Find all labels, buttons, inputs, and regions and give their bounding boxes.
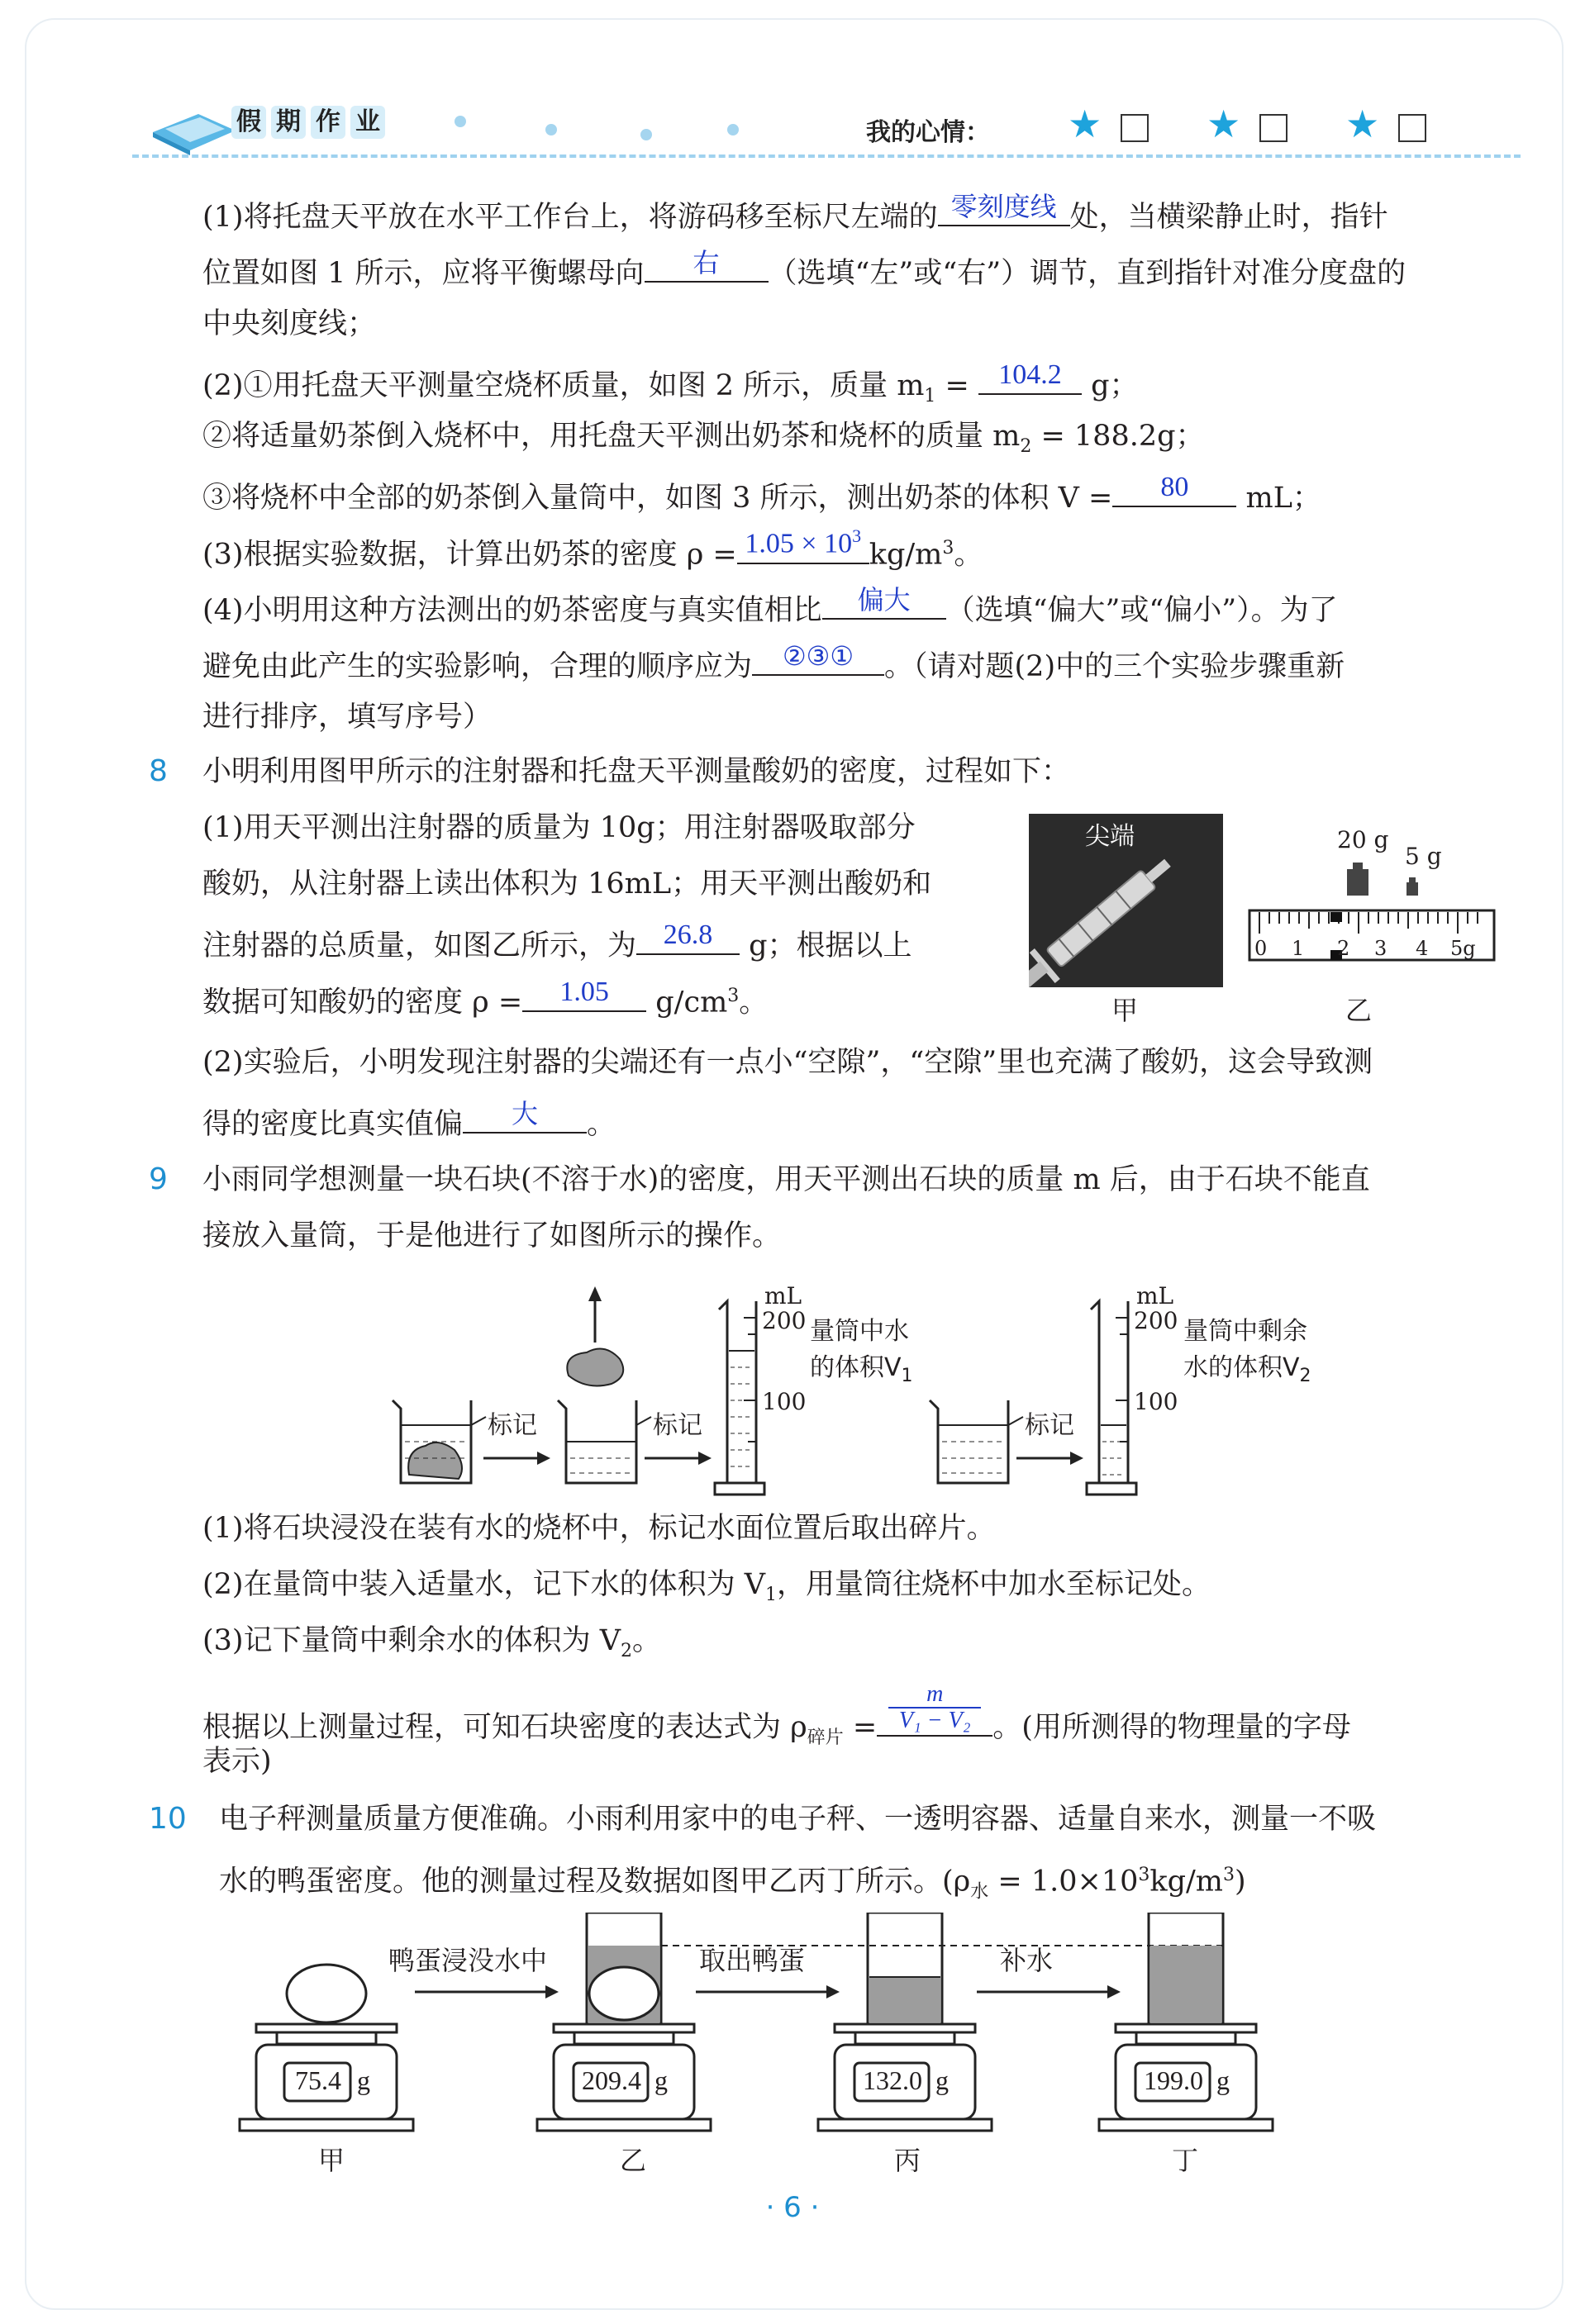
scale-reading: 199.0 bbox=[1144, 2065, 1203, 2095]
text: g；根据以上 bbox=[740, 929, 912, 962]
superscript: 3 bbox=[1138, 1865, 1150, 1885]
text: 。（请对题(2)中的三个实验步骤重新 bbox=[884, 650, 1345, 683]
answer-yogurt-density: 1.05 bbox=[559, 976, 609, 1007]
scale-unit: g bbox=[357, 2065, 370, 2095]
header-dot bbox=[727, 124, 739, 135]
question-number: 10 bbox=[149, 1802, 187, 1836]
text: 量筒中水 bbox=[810, 1317, 909, 1346]
text: = 1.0×10 bbox=[988, 1865, 1139, 1899]
mark-label: 标记 bbox=[1025, 1411, 1074, 1440]
ruler-tick: 3 bbox=[1374, 937, 1387, 960]
q10-stem-line2 bbox=[219, 1856, 1246, 1913]
q7-part2-step3 bbox=[202, 473, 1321, 518]
q9-step2 bbox=[202, 1565, 1211, 1615]
q9-conclusion-line1 bbox=[202, 1681, 1351, 1758]
ruler-tick: 1 bbox=[1292, 937, 1305, 960]
answer-volume: 80 bbox=[1160, 472, 1189, 502]
q7-part1-line3: 中央刻度线； bbox=[202, 307, 377, 340]
text bbox=[810, 1350, 913, 1395]
q8-part1-line4 bbox=[202, 977, 768, 1023]
mark-label: 标记 bbox=[653, 1411, 702, 1440]
mood-star-icon: ★ bbox=[1068, 102, 1102, 146]
subscript: 水 bbox=[970, 1881, 989, 1903]
q8-stem: 小明利用图甲所示的注射器和托盘天平测量酸奶的密度，过程如下： bbox=[202, 755, 1071, 788]
text: 。(用所测得的物理量的字母 bbox=[992, 1711, 1351, 1744]
graduated-cylinder-v1 bbox=[715, 1301, 764, 1495]
q8-part1-line2: 酸奶，从注射器上读出体积为 16mL；用天平测出酸奶和 bbox=[202, 867, 932, 901]
answer-blank bbox=[752, 641, 884, 676]
arrow-icon bbox=[977, 1985, 1121, 1998]
q9-conclusion-line2: 表示) bbox=[202, 1745, 272, 1778]
figure-label-yi: 乙 bbox=[620, 2145, 647, 2176]
syringe-photo bbox=[1029, 814, 1223, 987]
cylinder-unit: mL bbox=[1136, 1282, 1174, 1309]
question-number: 8 bbox=[149, 754, 168, 788]
arrow-icon bbox=[1016, 1452, 1083, 1465]
text: g/cm bbox=[646, 986, 728, 1019]
text: 处，当横梁静止时，指针 bbox=[1069, 201, 1388, 234]
header-title bbox=[231, 106, 385, 139]
mood-star-icon: ★ bbox=[1345, 102, 1380, 146]
text bbox=[1183, 1350, 1311, 1395]
answer-bias-yogurt: 大 bbox=[512, 1098, 539, 1129]
subscript: 1 bbox=[764, 1585, 777, 1605]
answer-blank bbox=[877, 1681, 992, 1737]
text: (4)小明用这种方法测出的奶茶密度与真实值相比 bbox=[202, 594, 822, 627]
header-title-char: 期 bbox=[271, 106, 306, 139]
text: 1.05 × 10 bbox=[745, 528, 853, 559]
text: 根据以上测量过程，可知石块密度的表达式为 ρ bbox=[202, 1711, 807, 1744]
step-label-refill: 补水 bbox=[1000, 1945, 1054, 1976]
answer-blank bbox=[463, 1099, 587, 1133]
text: 水的鸭蛋密度。他的测量过程及数据如图甲乙丙丁所示。(ρ bbox=[219, 1865, 971, 1899]
q7-part4-line1 bbox=[202, 585, 1338, 630]
answer-blank bbox=[645, 248, 769, 283]
superscript: 3 bbox=[1222, 1865, 1235, 1885]
subscript: 2 bbox=[1299, 1366, 1311, 1386]
mood-star-icon: ★ bbox=[1207, 102, 1241, 146]
answer-total-mass: 26.8 bbox=[663, 920, 713, 950]
syringe-tip-label: 尖端 bbox=[1085, 822, 1135, 851]
superscript: 3 bbox=[727, 986, 740, 1006]
text: 数据可知酸奶的密度 ρ = bbox=[202, 986, 523, 1019]
text: (2)①用托盘天平测量空烧杯质量，如图 2 所示，质量 m bbox=[202, 369, 925, 402]
ruler-tick: 4 bbox=[1416, 937, 1429, 960]
text: (3)根据实验数据，计算出奶茶的密度 ρ = bbox=[202, 538, 737, 572]
answer-blank bbox=[1112, 473, 1236, 507]
text: = bbox=[843, 1711, 878, 1744]
cylinder-100: 100 bbox=[762, 1388, 807, 1415]
subscript: 碎片 bbox=[807, 1728, 844, 1748]
arrow-icon bbox=[483, 1452, 550, 1465]
text: ②将适量奶茶倒入烧杯中，用托盘天平测出奶茶和烧杯的质量 m bbox=[202, 420, 1021, 453]
book-logo-icon bbox=[149, 107, 240, 157]
cylinder-v1-label bbox=[810, 1314, 913, 1395]
beaker-with-stone bbox=[393, 1400, 471, 1483]
scale-unit: g bbox=[654, 2065, 668, 2095]
q9-stem-line2: 接放入量筒，于是他进行了如图所示的操作。 bbox=[202, 1219, 782, 1252]
header-title-char: 作 bbox=[311, 106, 345, 139]
answer-stone-density bbox=[877, 1682, 992, 1733]
arrow-icon bbox=[696, 1985, 840, 1998]
answer-blank bbox=[938, 192, 1070, 226]
answer-direction: 右 bbox=[693, 247, 720, 278]
text: 。 bbox=[587, 1108, 616, 1141]
mood-checkbox[interactable] bbox=[1121, 114, 1149, 142]
q7-part3 bbox=[202, 525, 983, 575]
q7-part4-line2 bbox=[202, 641, 1345, 687]
question-number: 9 bbox=[149, 1162, 168, 1196]
q7-part4-line3: 进行排序，填写序号） bbox=[202, 701, 493, 734]
weight-5g-label: 5 g bbox=[1405, 843, 1442, 870]
scale-reading: 75.4 bbox=[295, 2065, 341, 2095]
figure-label-ding: 丁 bbox=[1172, 2145, 1199, 2176]
text: 的体积V bbox=[810, 1353, 902, 1382]
ruler-tick: 0 bbox=[1254, 937, 1268, 960]
cylinder-v2-label bbox=[1183, 1314, 1311, 1395]
text: 注射器的总质量，如图乙所示，为 bbox=[202, 929, 637, 962]
weight-20g-label: 20 g bbox=[1337, 826, 1389, 853]
text: ，用量筒往烧杯中加水至标记处。 bbox=[776, 1568, 1211, 1601]
step-label-remove: 取出鸭蛋 bbox=[699, 1945, 806, 1976]
text: ③将烧杯中全部的奶茶倒入量筒中，如图 3 所示，测出奶茶的体积 V = bbox=[202, 482, 1113, 515]
q9-stem-line1: 小雨同学想测量一块石块(不溶于水)的密度，用天平测出石块的质量 m 后，由于石块不能直 bbox=[202, 1163, 1370, 1196]
superscript: 3 bbox=[852, 525, 862, 547]
step-label-submerge: 鸭蛋浸没水中 bbox=[388, 1945, 548, 1976]
page-number: · 6 · bbox=[765, 2191, 820, 2224]
text: kg/m bbox=[1149, 1865, 1223, 1899]
header-dot bbox=[455, 116, 466, 127]
text: (3)记下量筒中剩余水的体积为 V bbox=[202, 1624, 621, 1657]
superscript: 3 bbox=[942, 538, 954, 558]
text: 避免由此产生的实验影响，合理的顺序应为 bbox=[202, 650, 753, 683]
answer-density bbox=[737, 521, 869, 558]
q7-part1-line2 bbox=[202, 248, 1406, 293]
text: ) bbox=[1234, 1865, 1246, 1899]
answer-blank bbox=[522, 977, 646, 1012]
text: (2)在量筒中装入适量水，记下水的体积为 V bbox=[202, 1568, 765, 1601]
text: kg/m bbox=[869, 538, 943, 572]
mood-checkbox[interactable] bbox=[1259, 114, 1288, 142]
q8-part1-line3 bbox=[202, 920, 912, 966]
mark-label: 标记 bbox=[488, 1411, 537, 1440]
text: 位置如图 1 所示，应将平衡螺母向 bbox=[202, 257, 645, 290]
text: (1)将托盘天平放在水平工作台上，将游码移至标尺左端的 bbox=[202, 201, 938, 234]
q7-part2-step2 bbox=[202, 416, 1205, 467]
subscript: 1 bbox=[901, 1366, 913, 1386]
answer-blank bbox=[822, 585, 946, 620]
text: 。 bbox=[739, 986, 769, 1019]
text: mL； bbox=[1236, 482, 1321, 515]
scale-unit: g bbox=[1216, 2065, 1230, 2095]
answer-zero-mark: 零刻度线 bbox=[950, 191, 1057, 222]
scale-unit: g bbox=[935, 2065, 949, 2095]
answer-blank bbox=[978, 360, 1082, 395]
q9-step3 bbox=[202, 1621, 661, 1671]
q9-step1: (1)将石块浸没在装有水的烧杯中，标记水面位置后取出碎片。 bbox=[202, 1512, 996, 1545]
cylinder-200: 200 bbox=[762, 1307, 807, 1334]
text: （选填“左”或“右”）调节，直到指针对准分度盘的 bbox=[768, 257, 1407, 290]
text: 量筒中剩余 bbox=[1183, 1317, 1307, 1346]
fraction-denominator: V₁ − V₂ bbox=[898, 1708, 971, 1733]
mood-checkbox[interactable] bbox=[1398, 114, 1426, 142]
answer-blank bbox=[737, 525, 869, 564]
ruler-tick: 5g bbox=[1450, 937, 1476, 960]
answer-empty-mass: 104.2 bbox=[998, 359, 1062, 390]
fraction-numerator: m bbox=[888, 1682, 981, 1709]
mood-label: 我的心情： bbox=[866, 118, 990, 147]
figure-label-yi: 乙 bbox=[1345, 995, 1373, 1026]
cylinder-100: 100 bbox=[1134, 1388, 1178, 1415]
text: g； bbox=[1082, 369, 1139, 402]
header-divider bbox=[132, 154, 1521, 158]
scale-reading: 132.0 bbox=[863, 2065, 922, 2095]
arrow-icon bbox=[415, 1985, 559, 1998]
q10-stem-line1: 电子秤测量质量方便准确。小雨利用家中的电子秤、一透明容器、适量自来水，测量一不吸 bbox=[219, 1803, 1377, 1836]
header-title-char: 业 bbox=[350, 106, 385, 139]
text: 水的体积V bbox=[1183, 1353, 1300, 1382]
q7-part2-step1 bbox=[202, 360, 1139, 416]
q8-part1-line1: (1)用天平测出注射器的质量为 10g；用注射器吸取部分 bbox=[202, 811, 916, 844]
subscript: 2 bbox=[620, 1641, 632, 1661]
text: = 188.2g； bbox=[1031, 420, 1205, 453]
answer-bias: 偏大 bbox=[857, 584, 911, 615]
cylinder-200: 200 bbox=[1134, 1307, 1178, 1334]
cylinder-unit: mL bbox=[764, 1282, 802, 1309]
scale-jia bbox=[240, 1965, 413, 2131]
text: = bbox=[935, 369, 978, 402]
header-dot bbox=[545, 124, 557, 135]
figure-label-jia: 甲 bbox=[1111, 995, 1139, 1026]
beaker-stone-removed bbox=[558, 1286, 636, 1483]
text: 。 bbox=[954, 538, 983, 572]
beaker-refilled bbox=[930, 1400, 1008, 1483]
arrow-icon bbox=[645, 1452, 712, 1465]
q8-part2-line1: (2)实验后，小明发现注射器的尖端还有一点小“空隙”，“空隙”里也充满了酸奶，这会导致测 bbox=[202, 1046, 1373, 1079]
answer-blank bbox=[636, 920, 740, 955]
subscript: 1 bbox=[924, 386, 936, 406]
figure-label-jia: 甲 bbox=[318, 2145, 345, 2176]
text: 得的密度比真实值偏 bbox=[202, 1108, 464, 1141]
figure-label-bing: 丙 bbox=[894, 2145, 921, 2176]
answer-order: ②③① bbox=[782, 640, 854, 672]
text: 。 bbox=[631, 1624, 661, 1657]
header-title-char: 假 bbox=[231, 106, 266, 139]
graduated-cylinder-v2 bbox=[1087, 1301, 1136, 1495]
subscript: 2 bbox=[1020, 436, 1032, 457]
q8-part2-line2 bbox=[202, 1099, 616, 1144]
header-dot bbox=[640, 129, 652, 140]
scale-reading: 209.4 bbox=[582, 2065, 641, 2095]
ruler-tick: 2 bbox=[1337, 937, 1350, 960]
text: （选填“偏大”或“偏小”）。为了 bbox=[945, 594, 1338, 627]
q7-part1-line1 bbox=[202, 192, 1388, 237]
ruler-tick-labels bbox=[1252, 937, 1492, 962]
weight-icons bbox=[1339, 859, 1438, 901]
